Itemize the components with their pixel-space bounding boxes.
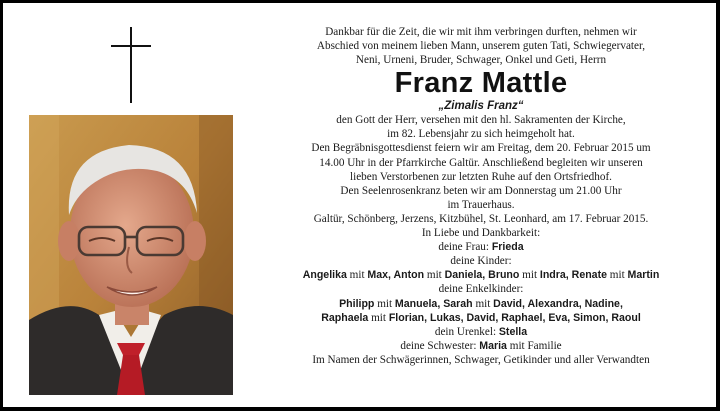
nickname: „Zimalis Franz“ [438, 100, 524, 113]
children-line: Angelika mit Max, Anton mit Daniela, Bruno mit Indra, Renate mit Martin [302, 269, 660, 282]
body-line: In Liebe und Dankbarkeit: [421, 227, 541, 240]
intro-line: Dankbar für die Zeit, die wir mit ihm verbringen durften, nehmen wir [325, 26, 637, 38]
grandchildren-line: Philipp mit Manuela, Sarah mit David, Alexandra, Nadine, [339, 297, 623, 310]
portrait-photo [29, 115, 233, 395]
cross-icon [111, 27, 151, 103]
intro-line: Neni, Urneni, Bruder, Schwager, Onkel und Geti, Herrn [355, 54, 607, 67]
children-label: deine Kinder: [450, 255, 512, 268]
deceased-name: Franz Mattle [394, 67, 568, 100]
body-line: Galtür, Schönberg, Jerzens, Kitzbühel, St. Leonhard, am 17. Februar 2015. [313, 212, 649, 225]
obituary-card [3, 3, 716, 407]
wife-line: deine Frau: Frieda [438, 241, 524, 254]
grandchildren-label: deine Enkelkinder: [438, 283, 524, 296]
intro-line: Abschied von meinem lieben Mann, unserem guten Tati, Schwiegervater, [316, 40, 646, 53]
body-line: den Gott der Herr, versehen mit den hl. Sakramenten der Kirche, [336, 114, 626, 127]
body-line: im 82. Lebensjahr zu sich heimgeholt hat. [387, 128, 575, 141]
grandchildren-line: Raphaela mit Florian, Lukas, David, Raphael, Eva, Simon, Raoul [321, 311, 641, 324]
closing-line: Im Namen der Schwägerinnen, Schwager, Getikinder und aller Verwandten [312, 353, 650, 366]
body-line: Den Seelenrosenkranz beten wir am Donnerstag um 21.00 Uhr [340, 184, 622, 197]
sister-line: deine Schwester: Maria mit Familie [400, 339, 562, 352]
great-grandchild-line: dein Urenkel: Stella [434, 325, 528, 338]
body-line: lieben Verstorbenen zur letzten Ruhe auf den Ortsfriedhof. [350, 170, 612, 183]
obituary-text [259, 25, 703, 367]
body-line: im Trauerhaus. [447, 198, 515, 211]
body-line: Den Begräbnisgottesdienst feiern wir am Freitag, dem 20. Februar 2015 um [311, 142, 651, 155]
body-line: 14.00 Uhr in der Pfarrkirche Galtür. Anschließend begleiten wir unseren [319, 156, 643, 169]
